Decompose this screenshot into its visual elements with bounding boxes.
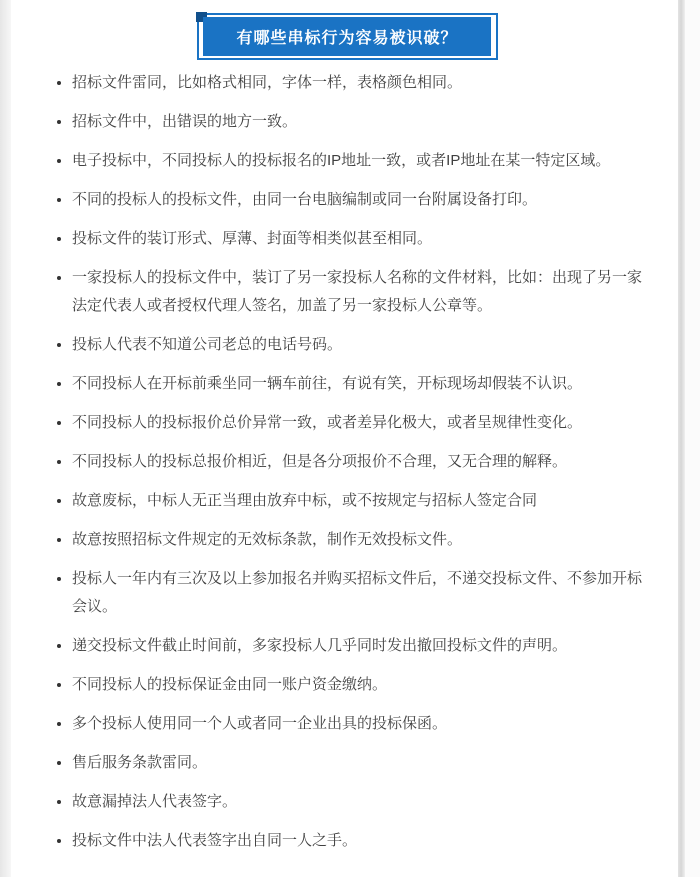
list-item: • 招标文件雷同，比如格式相同，字体一样，表格颜色相同。 <box>72 69 654 97</box>
list-item: • 不同投标人的投标报价总价异常一致，或者差异化极大，或者呈规律性变化。 <box>72 409 654 437</box>
section-title: 有哪些串标行为容易被识破？ <box>236 30 458 47</box>
list-item: • 递交投标文件截止时间前，多家投标人几乎同时发出撤回投标文件的声明。 <box>72 632 654 660</box>
list-item: • 投标文件的装订形式、厚薄、封面等相类似甚至相同。 <box>72 225 654 253</box>
list-item: • 不同投标人的投标总报价相近，但是各分项报价不合理，又无合理的解释。 <box>72 448 654 476</box>
right-gutter <box>685 0 700 877</box>
section-header <box>11 0 678 62</box>
content-card <box>11 0 678 877</box>
list-item: • 故意按照招标文件规定的无效标条款，制作无效投标文件。 <box>72 526 654 554</box>
list-item: • 招标文件中，出错误的地方一致。 <box>72 108 654 136</box>
list-item: • 投标人一年内有三次及以上参加报名并购买招标文件后，不递交投标文件、不参加开标会议。 <box>72 565 654 621</box>
list-item: • 故意漏掉法人代表签字。 <box>72 788 654 816</box>
bullet-list <box>11 69 678 855</box>
list-item: • 投标人代表不知道公司老总的电话号码。 <box>72 331 654 359</box>
list-item: • 一家投标人的投标文件中，装订了另一家投标人名称的文件材料，比如：出现了另一家法定代表人或者授权代理人签名，加盖了另一家投标人公章等。 <box>72 264 654 320</box>
list-item: • 不同的投标人的投标文件，由同一台电脑编制或同一台附属设备打印。 <box>72 186 654 214</box>
list-item: • 故意废标，中标人无正当理由放弃中标，或不按规定与招标人签定合同 <box>72 487 654 515</box>
list-item: • 不同投标人在开标前乘坐同一辆车前往，有说有笑，开标现场却假装不认识。 <box>72 370 654 398</box>
scrollbar-track[interactable] <box>678 0 685 877</box>
list-item: • 投标文件中法人代表签字出自同一人之手。 <box>72 827 654 855</box>
list-item: • 电子投标中，不同投标人的投标报名的IP地址一致，或者IP地址在某一特定区域。 <box>72 147 654 175</box>
list-item: • 不同投标人的投标保证金由同一账户资金缴纳。 <box>72 671 654 699</box>
list-item: • 售后服务条款雷同。 <box>72 749 654 777</box>
list-item: • 多个投标人使用同一个人或者同一企业出具的投标保函。 <box>72 710 654 738</box>
section-title-box <box>203 17 491 56</box>
